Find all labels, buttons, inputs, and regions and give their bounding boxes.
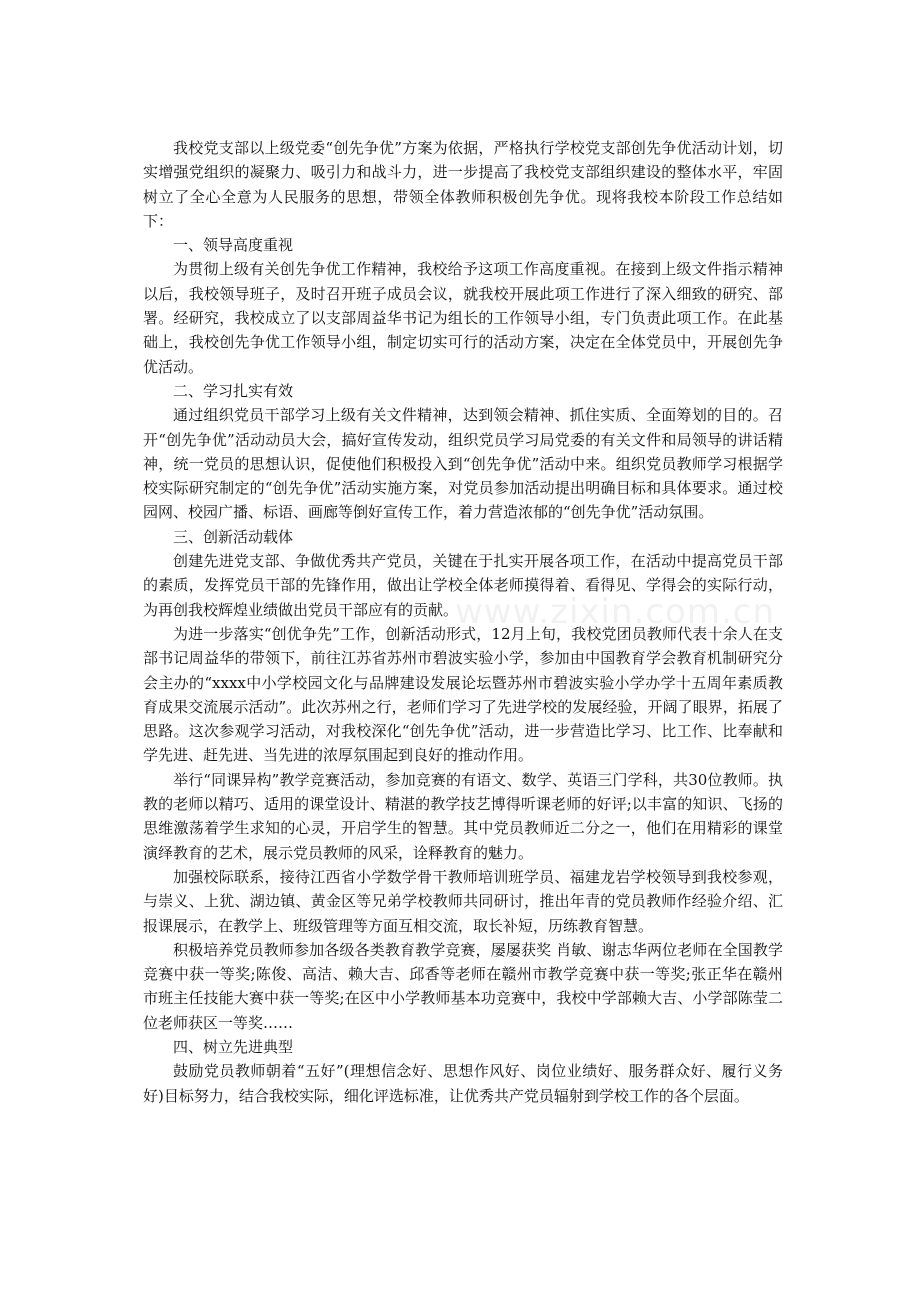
section-heading-leadership: 一、领导高度重视 [173, 236, 294, 255]
paragraph: 创建先进党支部、争做优秀共产党员，关键在于扎实开展各项工作，在活动中提高党员干部的素质，发挥党员干部的先锋作用，做出让学校全体老师摸得着、看得见、学得会的实际行动，为再创我校辉煌业绩做出党员干部应有的贡献。 [143, 552, 783, 619]
section-heading-study: 二、学习扎实有效 [173, 381, 294, 400]
section-heading-model: 四、树立先进典型 [173, 1037, 294, 1056]
paragraph: 通过组织党员干部学习上级有关文件精神，达到领会精神、抓住实质、全面筹划的目的。召开“创先争优”活动动员大会，搞好宣传发动，组织党员学习局党委的有关文件和局领导的讲话精神，统一党员的思想认识，促使他们积极投入到“创先争优”活动中来。组织党员教师学习根据学校实际研究制定的“创先争优”活动实施方案，对党员参加活动提出明确目标和具体要求。通过校园网、校园广播、标语、画廊等倒好宣传工作，着力营造浓郁的“创先争优”活动氛围。 [143, 406, 783, 522]
paragraph: 为贯彻上级有关创先争优工作精神，我校给予这项工作高度重视。在接到上级文件指示精神以后，我校领导班子，及时召开班子成员会议，就我校开展此项工作进行了深入细致的研究、部署。经研究，我校成立了以支部周益华书记为组长的工作领导小组，专门负责此项工作。在此基础上，我校创先争优工作领导小组，制定切实可行的活动方案，决定在全体党员中，开展创先争优活动。 [143, 260, 783, 376]
document-body [143, 136, 783, 1108]
paragraph: 为进一步落实“创优争先”工作，创新活动形式，12月上旬，我校党团员教师代表十余人在支部书记周益华的带领下，前往江苏省苏州市碧波实验小学，参加由中国教育学会教育机制研究分会主办的“xxxx中小学校园文化与品牌建设发展论坛暨苏州市碧波实验小学办学十五周年素质教育成果交流展示活动”。此次苏州之行，老师们学习了先进学校的发展经验，开阔了眼界，拓展了思路。这次参观学习活动，对我校深化“创先争优”活动，进一步营造比学习、比工作、比奉献和学先进、赶先进、当先进的浓厚氛围起到良好的推动作用。 [143, 624, 783, 765]
section-heading-innovation: 三、创新活动载体 [173, 527, 294, 546]
watermark: www.zixin.com.cn [455, 592, 775, 632]
paragraph: 积极培养党员教师参加各级各类教育教学竞赛，屡屡获奖 肖敏、谢志华两位老师在全国教学竞赛中获一等奖;陈俊、高洁、赖大吉、邱香等老师在赣州市教学竞赛中获一等奖;张正华在赣州市班主任技能大赛中获一等奖;在区中小学教师基本功竞赛中，我校中学部赖大吉、小学部陈莹二位老师获区一等奖…… [143, 940, 783, 1032]
paragraph: 举行“同课异构”教学竞赛活动，参加竞赛的有语文、数学、英语三门学科，共30位教师。执教的老师以精巧、适用的课堂设计、精湛的教学技艺博得听课老师的好评;以丰富的知识、飞扬的思维激荡着学生求知的心灵，开启学生的智慧。其中党员教师近二分之一，他们在用精彩的课堂演绎教育的艺术，展示党员教师的风采，诠释教育的魅力。 [143, 770, 783, 862]
paragraph: 加强校际联系，接待江西省小学数学骨干教师培训班学员、福建龙岩学校领导到我校参观，与崇义、上犹、湖边镇、黄金区等兄弟学校教师共同研讨，推出年青的党员教师作经验介绍、汇报课展示，在教学上、班级管理等方面互相交流，取长补短，历练教育智慧。 [143, 867, 783, 935]
paragraph: 鼓励党员教师朝着“五好”(理想信念好、思想作风好、岗位业绩好、服务群众好、履行义务好)目标努力，结合我校实际，细化评选标准，让优秀共产党员辐射到学校工作的各个层面。 [143, 1062, 783, 1105]
intro-paragraph: 我校党支部以上级党委“创先争优”方案为依据，严格执行学校党支部创先争优活动计划，切实增强党组织的凝聚力、吸引力和战斗力，进一步提高了我校党支部组织建设的整体水平，牢固树立了全心全意为人民服务的思想，带领全体教师积极创先争优。现将我校本阶段工作总结如下： [143, 139, 783, 230]
